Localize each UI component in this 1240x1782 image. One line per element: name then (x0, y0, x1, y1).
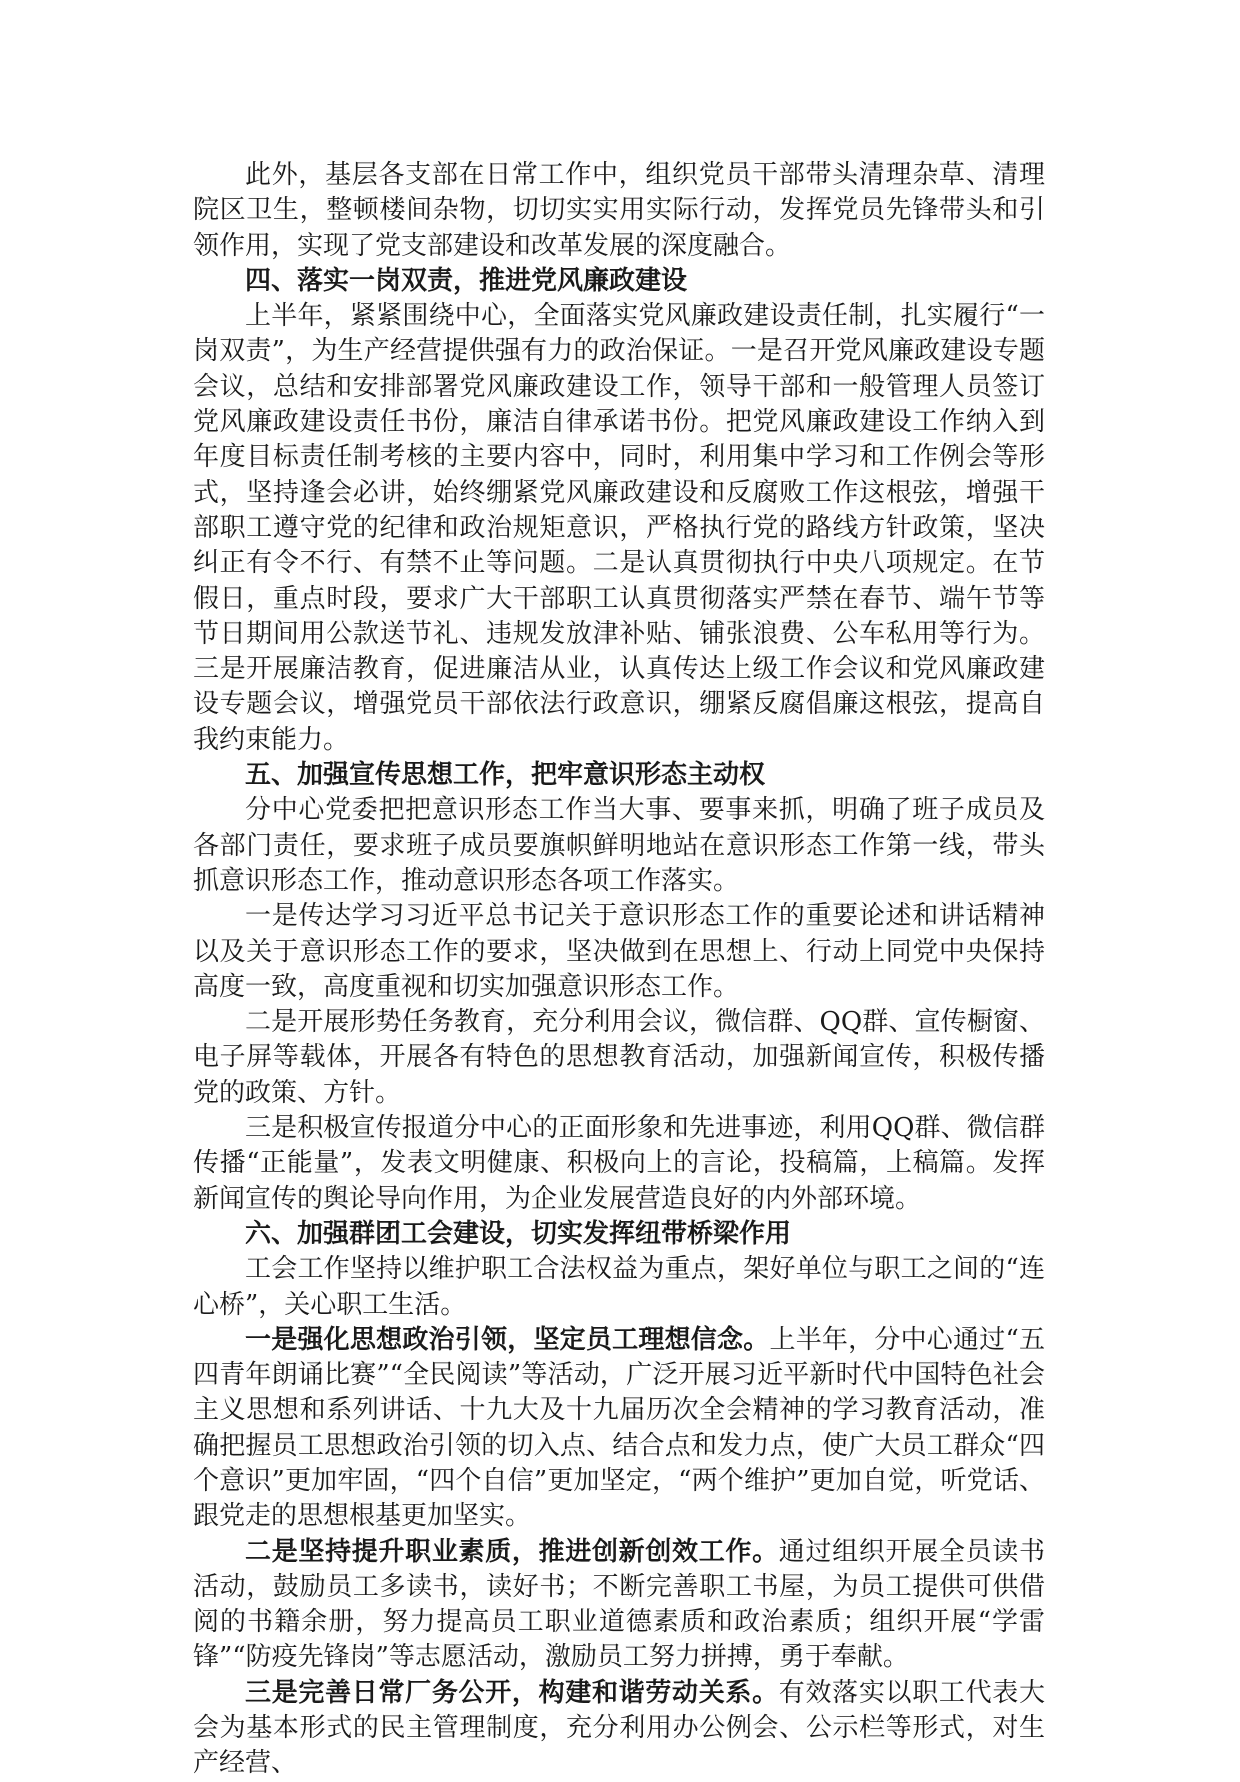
paragraph: 上半年，紧紧围绕中心，全面落实党风廉政建设责任制，扎实履行“一岗双责”，为生产经营提供强有力的政治保证。一是召开党风廉政建设专题会议，总结和安排部署党风廉政建设工作，领导干部和一般管理人员签订党风廉政建设责任书份，廉洁自律承诺书份。把党风廉政建设工作纳入到年度目标责任制考核的主要内容中，同时，利用集中学习和工作例会等形式，坚持逢会必讲，始终绷紧党风廉政建设和反腐败工作这根弦，增强干部职工遵守党的纪律和政治规矩意识，严格执行党的路线方针政策，坚决纠正有令不行、有禁不止等问题。二是认真贯彻执行中央八项规定。在节假日，重点时段，要求广大干部职工认真贯彻落实严禁在春节、端午节等节日期间用公款送节礼、违规发放津补贴、铺张浪费、公车私用等行为。三是开展廉洁教育，促进廉洁从业，认真传达上级工作会议和党风廉政建设专题会议，增强党员干部依法行政意识，绷紧反腐倡廉这根弦，提高自我约束能力。 (193, 301, 1045, 755)
paragraph (193, 1676, 1045, 1782)
paragraph: 此外，基层各支部在日常工作中，组织党员干部带头清理杂草、清理院区卫生，整顿楼间杂物，切切实实用实际行动，发挥党员先锋带头和引领作用，实现了党支部建设和改革发展的深度融合。 (193, 160, 1045, 261)
paragraph: 工会工作坚持以维护职工合法权益为重点，架好单位与职工之间的“连心桥”，关心职工生活。 (193, 1254, 1045, 1320)
paragraph: 分中心党委把把意识形态工作当大事、要事来抓，明确了班子成员及各部门责任，要求班子成员要旗帜鲜明地站在意识形态工作第一线，带头抓意识形态工作，推动意识形态各项工作落实。 (193, 795, 1045, 896)
paragraph: 一是传达学习习近平总书记关于意识形态工作的重要论述和讲话精神以及关于意识形态工作的要求，坚决做到在思想上、行动上同党中央保持高度一致，高度重视和切实加强意识形态工作。 (193, 901, 1045, 1002)
section-heading-5: 五、加强宣传思想工作，把牢意识形态主动权 (245, 760, 766, 791)
paragraph-lead: 一是强化思想政治引领，坚定员工理想信念。 (245, 1324, 770, 1355)
paragraph-body: 通过组织开展全员读书活动，鼓励员工多读书，读好书；不断完善职工书屋，为员工提供可供借阅的书籍余册，努力提高员工职业道德素质和政治素质；组织开展“学雷锋”“防疫先锋岗”等志愿活动，激励员工努力拼搏，勇于奉献。 (193, 1536, 1045, 1673)
paragraph-lead: 二是坚持提升职业素质，推进创新创效工作。 (245, 1536, 779, 1567)
paragraph-body: 上半年，分中心通过“五四青年朗诵比赛”“全民阅读”等活动，广泛开展习近平新时代中国特色社会主义思想和系列讲话、十九大及十九届历次全会精神的学习教育活动，准确把握员工思想政治引领的切入点、结合点和发力点，使广大员工群众“四个意识”更加牢固，“四个自信”更加坚定，“两个维护”更加自觉，听党话、跟党走的思想根基更加坚实。 (193, 1324, 1045, 1532)
section-heading-4: 四、落实一岗双责，推进党风廉政建设 (245, 265, 688, 296)
paragraph (193, 1535, 1045, 1676)
paragraph-body: 有效落实以职工代表大会为基本形式的民主管理制度，充分利用办公例会、公示栏等形式，对生产经营、 (193, 1677, 1045, 1779)
section-heading-6: 六、加强群团工会建设，切实发挥纽带桥梁作用 (245, 1218, 792, 1249)
document-page (193, 158, 1045, 1782)
paragraph: 三是积极宣传报道分中心的正面形象和先进事迹，利用QQ群、微信群传播“正能量”，发表文明健康、积极向上的言论，投稿篇，上稿篇。发挥新闻宣传的舆论导向作用，为企业发展营造良好的内外部环境。 (193, 1113, 1045, 1214)
paragraph: 二是开展形势任务教育，充分利用会议，微信群、QQ群、宣传橱窗、电子屏等载体，开展各有特色的思想教育活动，加强新闻宣传，积极传播党的政策、方针。 (193, 1007, 1045, 1108)
paragraph (193, 1323, 1045, 1535)
paragraph-lead: 三是完善日常厂务公开，构建和谐劳动关系。 (245, 1677, 779, 1708)
